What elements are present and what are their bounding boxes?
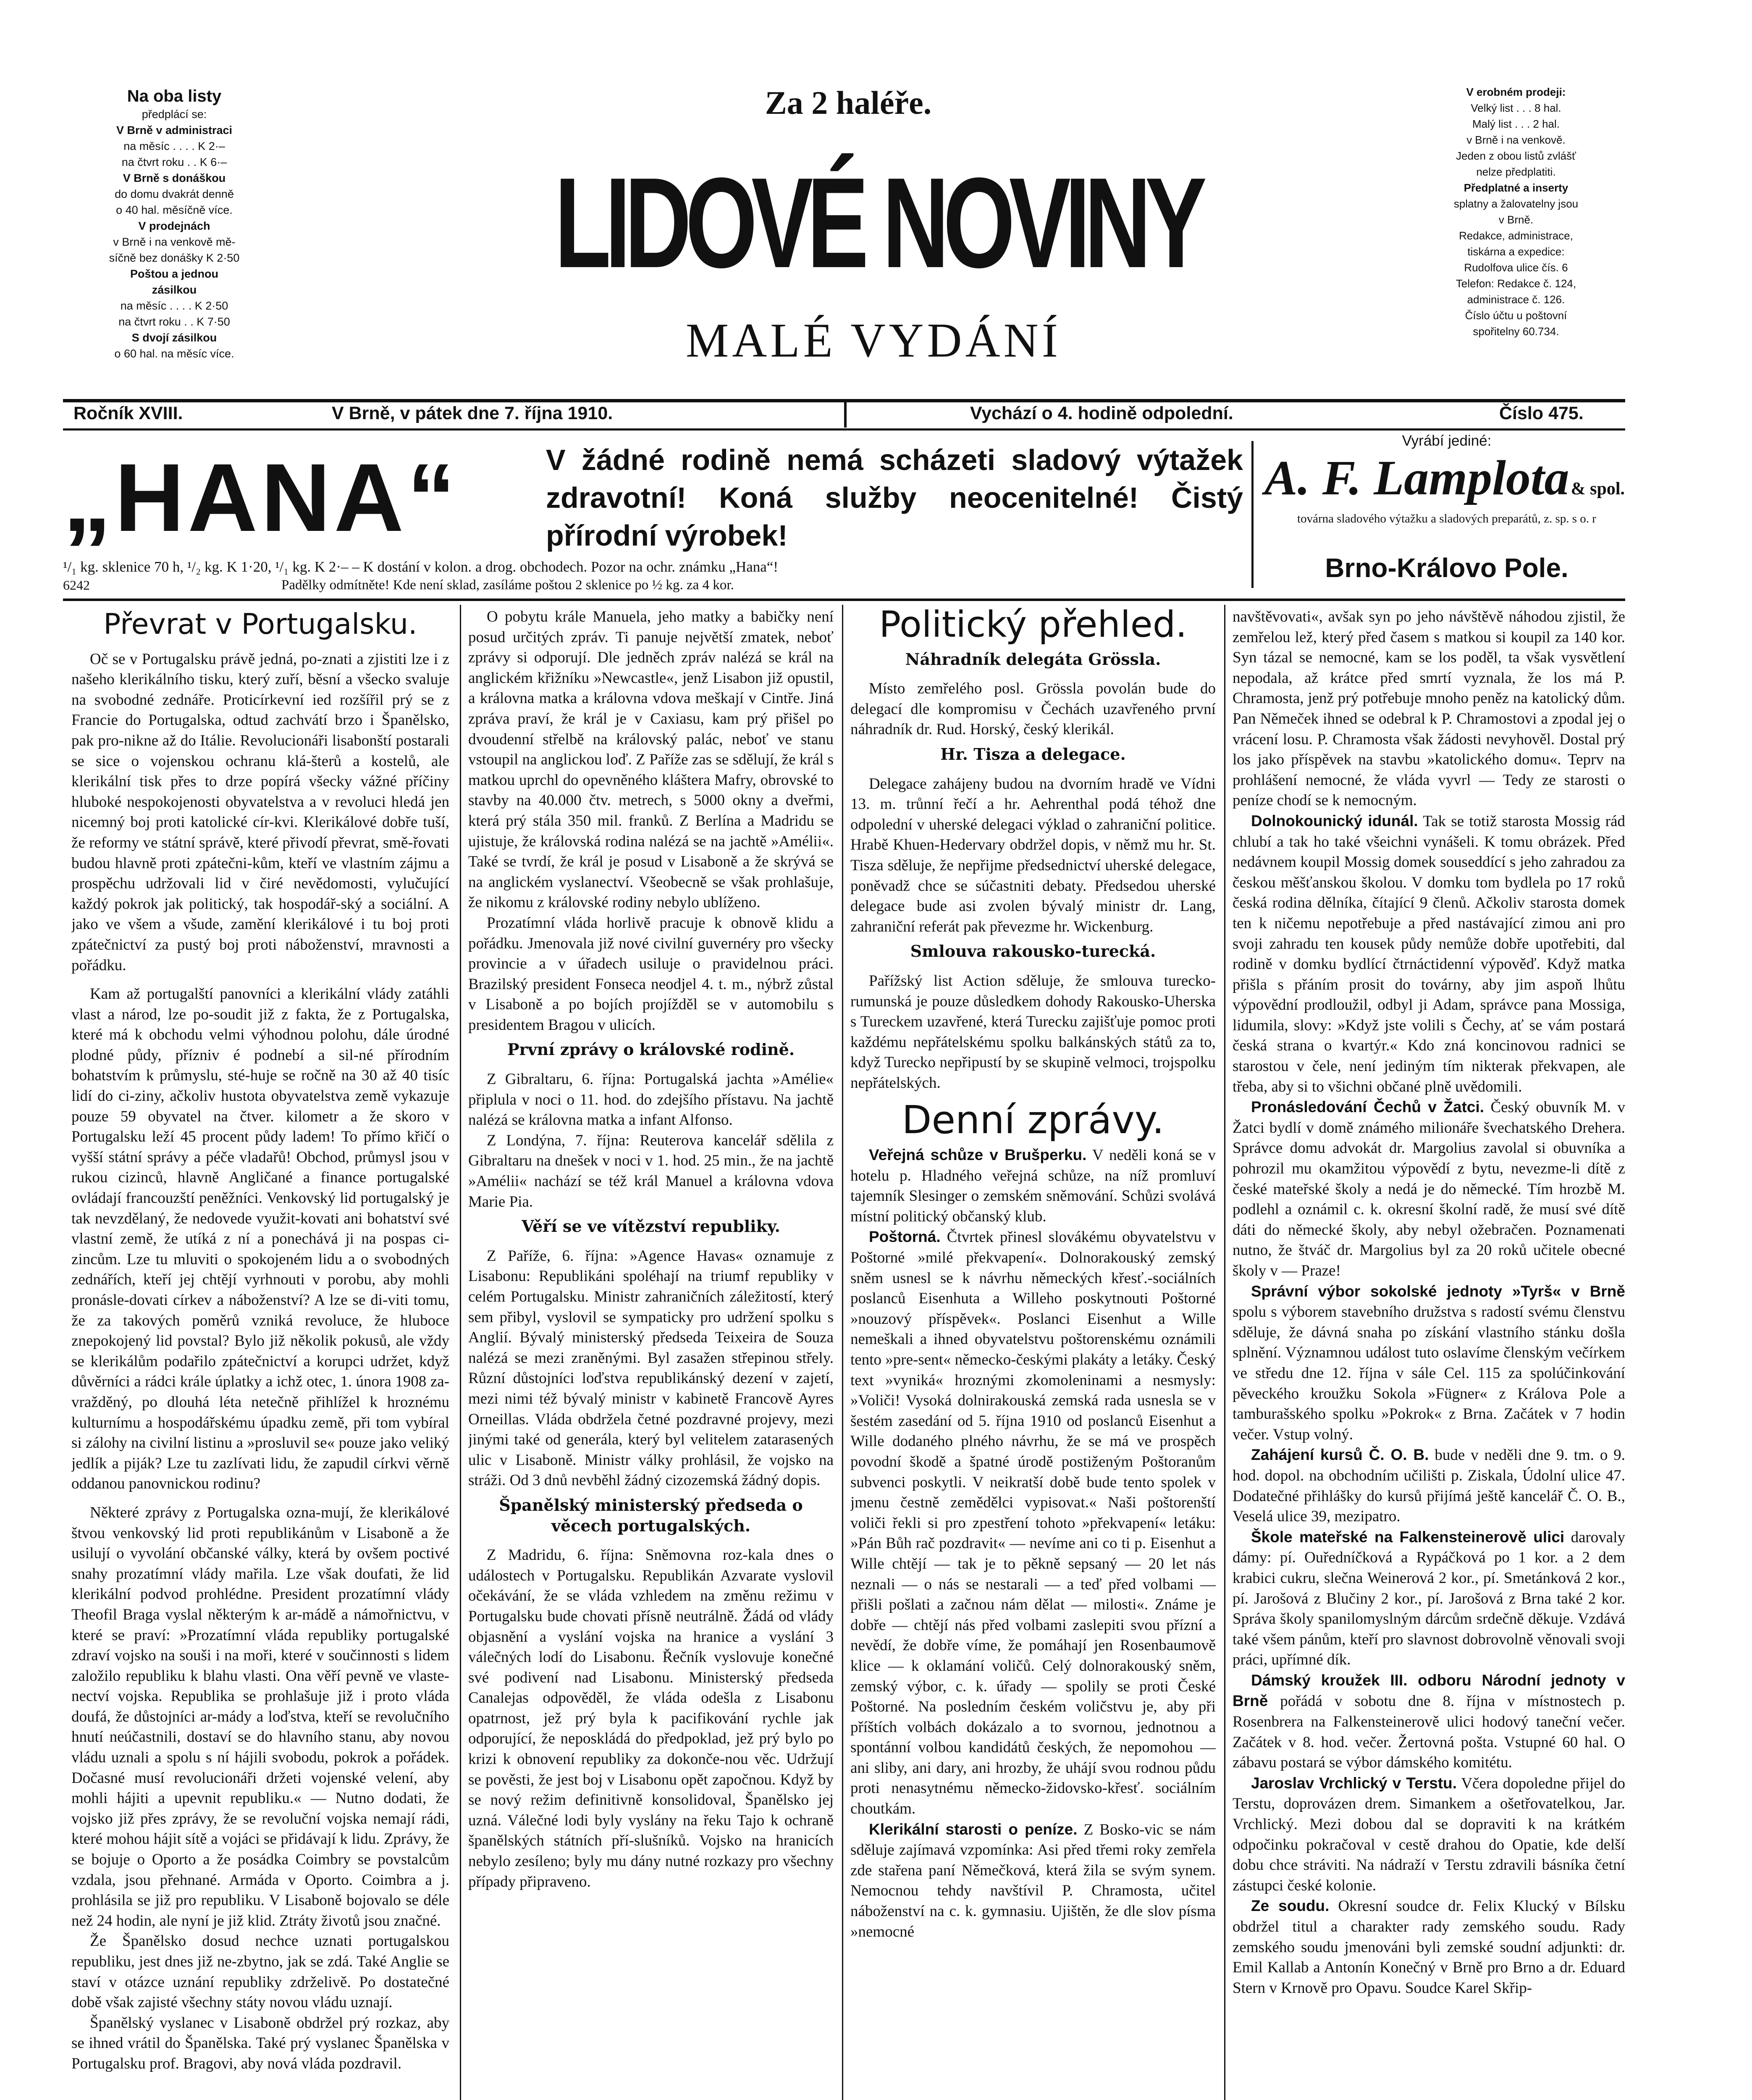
lead-in: Škole mateřské na Falkensteinerově ulici [1251,1528,1565,1546]
paragraph: Prozatímní vláda horlivě pracuje k obnově klidu a pořádku. Jmenovala již nové civilní guvernéry pro všecky provincie a v úřadech usiluje o pravidelnou práci. Brazilský president Fonseca neodjel 4. t. m., nýbrž zůstal v Lisaboně a po bojích projížděl se v automobilu s presidentem Bragou v ulicích. [468,914,834,1034]
masthead-info-line: na čtvrt roku . . K 7·50 [118,315,230,328]
masthead-info-line: v Brně. [1498,213,1534,226]
paragraph-text: pořádá v sobotu dne 8. října v místnostech p. Rosenbrera na Falkensteinerově ulici hodový taneční večer. Začátek v 8. hod. večer. Žertovná pošta. Vstupné 60 hal. O zábavu postará se výbor dámského komitétu. [1233,1693,1625,1772]
paragraph: Místo zemřelého posl. Grössla povolán bude do delegací dle kompromisu v Čechách uzavřeného první náhradník dr. Rud. Horský, český klerikál. [850,680,1216,738]
paragraph: Oč se v Portugalsku právě jedná, po-znati a zjistiti lze i z našeho klerikálního tisku, který zuří, běsní a všecko svaluje na svobodné zednáře. Proticírkevní ied rozšířil prý se z Francie do Portugalska, odtud zachvátí brzo i Španělsko, pak pro-nikne až do Itálie. Revolucionáři lisabonští postarali se sice o vojenskou ochranu klá-šterů a kostelů, ale klerikální tisk přes to drze popírá všecky vážné příčiny hluboké nespokojenosti obyvatelstva a v revoluci hledá jen nicemný boj proti katolické cír-kvi. Klerikálové dobře tuší, že reformy ve státní správě, které přivodí převrat, smě-řovati budou hlavně proti zpátečni-kům, kteří ve vlastním zájmu a prospěchu udržovali lid v čiré nevědomosti, vylučující každý pokrok jak politický, tak hospodář-ský a sociální. A jako ve všem a všude, zamění klerikálové i tu boj proti zpátečnictví za pustý boj proti náboženství, mravnosti a pořádku. [71,650,449,974]
paragraph-text: darovaly dámy: pí. Ouředníčková a Rypáčková po 1 kor. a 2 dem krabici cukru, slečna Weinerová 2 kor., pí. Smetánková 2 kor., pí. Jarošová z Blučiny 2 kor., pí. Jarošová z Brna také 2 kor. Správa školy spanilomyslným dárcům srdečně děkuje. Vzdává také všem pánům, kteří pro slavnost dobrovolně věnovali svoji práci, upřímné dík. [1233,1528,1625,1669]
ad-factory: továrna sladového výtažku a sladových preparátů, z. sp. s o. r [1297,512,1596,525]
ad-code: 6242 [63,578,90,593]
paragraph-text: Český obuvník M. v Žatci bydlí v domě známého milionáře švechatského Drehera. Správce domu advokát dr. Margolius zavolal si obuvníka a pohrozil mu okamžitou výpovědí z bytu, nevezme-li dítě z české mateřské školy a nedá je do německé. Tím hrozbě M. podlehl a oznámil c. k. okresní školní radě, že musí své dítě dáti do německé školy, aby nebyl ožebračen. Poznamenati nutno, že štváč dr. Margolius byl za 20 roků učitele obecné školy v — Praze! [1233,1099,1625,1279]
dateline-issue-time: Vychází o 4. hodině odpolední. [970,403,1233,423]
paragraph-text: Čtvrtek přinesl slovákému obyvatelstvu v Poštorné »milé překvapení«. Dolnorakouský zemský sněm usnesl se k návrhu německých křesť.-sociálních poslanců Eisenhuta a Willeho poskytnouti Poštorné »nouzový příspěvek«. Poslanci Eisenhut a Wille nemeškali a ihned obyvatelstvu poštorenskému oznámili tento »pre-sent« německo-českými plakáty a letáky. Český text »vyniká« hroznými zkomoleninami a nesmysly: »Voliči! Vysoká dolnirakouská zemská rada usnesla se v šestém zasedání od 5. října 1910 od poslanců Eisenhut a Wille dodaného plného návrhu, že se má ve prospěch povodní škodě a špatné úrodě postiženým Poštoranům subvenci poskytli. V neikratší době bude tento spolek v jmenu čestně zemědělci vypisovat.« Naši poštorenští voliči řekli si pro zpestření tohoto »překvapení« letáku: »Pán Bůh rač pozdravit« — nevíme ani co ti p. Eisenhut a Wille chtějí — tak je to pěkně sepsaný — 20 let nás neznali — o nás se nestarali — a teď před volbami — přišli pošlati a začnou nám dělat — milosti«. Známe je dobře — chtějí nás před volbami zaslepiti svou přízní a nevědí, že dobře víme, že pomáhají jen Rosenbaumově klice — k oklamání voličů. Celý dolnorakouský sněm, zemský výbor, c. k. úřady — spolily se proti České Poštorné. Na posledním českém voličstvu je, aby při příštích volbách dokázalo a to svornou, jednotnou a spontánní volbou kandidátů českých, že nepomohou — ani sliby, ani dary, ani hrozby, že uhájí svou rodnou půdu proti nenasytnému německo-židovsko-křesť. sociálním choutkám. [850,1228,1216,1818]
paragraph [1233,1097,1625,1281]
masthead-info-line: na měsíc . . . . K 2·– [123,140,225,152]
masthead-info-line: Telefon: Redakce č. 124, [1456,277,1576,290]
advertisement [63,433,1625,596]
paragraph-text: V neděli koná se v hotelu p. Hladného veřejná schůze, na níž promluví tajemník Slesinger o zemském sněmování. Schůzi svolává místní politický občanský klub. [850,1147,1216,1225]
column-2 [468,607,834,2100]
paragraph: navštěvovati«, avšak syn po jeho návštěvě náhodou zjistil, že zemřelou lež, který před časem s matkou si koupil za 140 kor. Syn tázal se nemocné, kam se los poděl, ta však vysvětlení nepodala, až krátce před smrtí vyznala, že los má P. Chramosta, jenž prý potřebuje mnoho peněz na katolický dům. Pan Němeček ihned se odebral k P. Chramostovi a zpodal jej o vrácení losu. P. Chramosta však žádosti nevyhověl. Dostal prý los jako příspěvek na stavbu »katolického domu«. Teprv na prohlášení nemocné, že vláda vyvrl — Tedy ze starosti o peníze chodí se k nemocným. [1233,608,1625,809]
masthead-info-line: zásilkou [152,284,197,296]
subheading: Španělský ministerský předseda o věcech portugalských. [499,1495,803,1535]
subheading: Hr. Tisza a delegace. [940,744,1126,764]
article-heading-revolution: Převrat v Portugalsku. [103,608,417,641]
masthead-info-line: do domu dvakrát denně [115,188,234,200]
masthead-title: LIDOVÉ NOVINY [554,151,1201,294]
masthead-left-box [63,86,286,388]
paragraph [1233,1670,1625,1773]
masthead-info-line: Na oba listy [127,87,222,105]
ad-producer-label: Vyrábí jediné: [1402,433,1492,449]
paragraph [850,1227,1216,1819]
paragraph: Pařížský list Action sděluje, že smlouva turecko-rumunská je pouze důsledkem dohody Rakousko-Uherska s Tureckem uzavřené, která Turecku zajišťuje pomoc proti každému nepřátelskému spolku balkánských států za to, když Turecko nepřipustí by se skupině velmoci, trojspolku nepřátelských. [850,972,1216,1092]
masthead-info-line: administrace č. 126. [1467,293,1565,306]
lead-in: Pronásledování Čechů v Žatci. [1251,1098,1484,1116]
masthead-info-line: Redakce, administrace, [1459,229,1573,242]
masthead-info-line: V prodejnách [138,220,210,232]
paragraph-text: bude v neděli dne 9. tm. o 9. hod. dopol. na obchodním učilišti p. Ziskala, Údolní ulice 47. Dodatečné přihlášky do kursů přijímá ještě kancelář Č. O. B., Veselá ulice 39, mezipatro. [1233,1446,1625,1525]
masthead-info-line: Poštou a jednou [130,268,218,280]
subheading: Náhradník delegáta Grössla. [905,649,1161,669]
paragraph: Z Paříže, 6. října: »Agence Havas« oznamuje z Lisabonu: Republikáni spoléhají na triumf republiky v celém Portugalsku. Ministr zahraničních záležitostí, který sem přibyl, vyslovil se sympaticky pro udržení spolku s Anglií. Bývalý ministerský předseda Teixeira de Souza nalézá se mezi zraněnými. Byl zasažen střepinou střely. Různí důstojníci loďstva republikánský dezení v zajetí, mezi nimi též bývalý ministr v kabinetě Francově Ayres Orneillas. Vláda obdržela četné pozdravné projevy, mezi jinými také od generála, který byl velitelem zatarasených ulic v Lisaboně. Ministr války prohlásil, že vojsko na stráži. Od 3 dnů nevběhl žádný cizozemská žádný dopis. [468,1247,834,1489]
paragraph-text: spolu s výborem stavebního družstva s radostí svému členstvu sděluje, že dávná snaha po získání vlastního stánku došla splnění. Významnou událost tuto oslavíme členským večírkem ve středu dne 12. října v sále Cel. 115 za spolúčinkování pěveckého kroužku Sokola »Fügner« z Králova Pole a tamburašského spolku »Pokrok« z Brna. Začátek v 7 hodin večer. Vstup volný. [1233,1303,1625,1443]
paragraph: Z Londýna, 7. října: Reuterova kancelář sdělila z Gibraltaru na dnešek v noci v 1. hod. 25 min., že na jachtě »Amélii« nachází se též král Manuel a královna vdova Marie Pia. [468,1131,834,1210]
masthead-info-line: Malý list . . . 2 hal. [1472,118,1560,130]
paragraph [1233,1896,1625,1998]
lead-in: Poštorná. [869,1228,941,1246]
subheading: První zprávy o královské rodině. [507,1040,795,1059]
dateline-divider [844,402,847,428]
masthead-info-line: na měsíc . . . . K 2·50 [120,299,228,312]
section-heading-political: Politický přehled. [879,607,1187,646]
lead-in: Veřejná schůze v Brušperku. [869,1146,1087,1164]
paragraph [850,1145,1216,1227]
column-4 [1233,607,1625,2100]
dateline-rule-top [63,399,1625,402]
masthead-info-line: v Brně i na venkově. [1466,134,1566,146]
ad-producer: A. F. Lamplota [1264,450,1569,505]
masthead-info-line: Jeden z obou listů zvlášť [1456,150,1576,162]
paragraph [1233,1773,1625,1896]
masthead-info-line: Předplatné a inserty [1463,181,1568,194]
subheading: Smlouva rakousko-turecká. [910,942,1156,961]
masthead-info-line: tiskárna a expedice: [1467,245,1565,258]
price: Za 2 haléře. [765,84,932,121]
paragraph: Z Gibraltaru, 6. října: Portugalská jachta »Amélie« připlula v noci o 11. hod. do zdejšího přístavu. Na jachtě nalézá se královna matka a infant Alfonso. [468,1071,834,1129]
ad-headline: V žádné rodině nemá scházeti sladový výtažek zdravotní! Koná služby neocenitelné! Čistý přírodní výrobek! [546,444,1243,552]
paragraph: Že Španělsko dosud nechce uznati portugalskou republiku, jest dnes již ne-zbytno, jak se zdá. Také Anglie se staví v otázce uznání republiky zdrželivě. Po dostatečné době však zajisté všechny státy novou vládu uznají. [71,1932,449,2011]
column-divider-3 [1224,605,1225,2100]
paragraph [1233,1527,1625,1670]
column-1 [71,607,449,2100]
masthead-info-line: na čtvrt roku . . K 6·– [121,156,227,168]
paragraph [1233,1445,1625,1527]
masthead-subtitle: MALÉ VYDÁNÍ [685,314,1061,367]
masthead-right-box [1386,84,1646,412]
paragraph: Delegace zahájeny budou na dvorním hradě ve Vídni 13. m. trůnní řečí a hr. Aehrenthal podá téhož dne odpolední v uherské delegaci výklad o zahraniční politice. Hrabě Khuen-Hedervary obdržel dopis, v němž mu hr. St. Tisza sděluje, že nepřijme předsednictví uherské delegace, poněvadž chce se súčastniti debaty. Předsedou uherské delegace bude asi zvolen bývalý ministr dr. Lang, zahraniční referát pak převezme hr. Wickenburg. [850,775,1216,935]
dateline-rule-bottom [63,428,1625,430]
paragraph-text: Tak se totiž starosta Mossig rád chlubí a tak ho také všeichni vynášeli. K tomu obrázek. Před nedávnem koupil Mossig domek souseddící s jeho zahradou za českou měšťanskou školou. V domku tom bydlela po 17 roků česká rodina dělníka, čítající 9 členů. Ačkoliv starosta domek ten k ničemu nepotřebuje a před nastávající zimou ani pro svoji zahradu ten kousek půdy nemůže dobře upotřebiti, dal rodině v domku bydlící čtrnáctidenní výpověď. Když matka přišla s přáním prosit do továrny, aby jim aspoň lhůtu výpovědní prodloužil, odbyl ji Adam, správce pana Mossiga, lidumila, slovy: »Když jste volili s Čechy, ať se vám postará česká strana o kvartýr.« Kdo zná koncinovou radnici se starostou v čele, není jediným tím nikterak překvapen, ale třeba, aby si to všichni občané plně uvědomili. [1233,812,1625,1095]
masthead-info-line: Číslo účtu u poštovní [1465,309,1567,322]
paragraph: Španělský vyslanec v Lisaboně obdržel prý rozkaz, aby se ihned vrátil do Španělska. Také prý vyslanec Španělska v Portugalsku prof. Bragovi, aby nová vláda pozdravil. [71,2014,449,2072]
column-3 [850,607,1216,2100]
masthead-info-line: V Brně v administraci [116,124,233,136]
paragraph: Z Madridu, 6. října: Sněmovna roz-kala dnes o událostech v Portugalsku. Republikán Azvarate vyslovil očekávání, že se vláda vzhledem na změnu režimu v Portugalsku bude chovati přísně neutrálně. Žádá od vlády objasnění a vyslání vojska na hranice a vyslání 3 válečných lodí do Lisabonu. Řečník vyslovuje konečné své podivení nad Lisabonu. Ministerský předseda Canalejas odpověděl, že vláda odešla z Lisabonu opatrnost, jež prý byla k pacifikování rychle jak odporující, že neposkládá do předpoklad, jež prý bylo po krizi k obnovení republiky za dokonče-nou věc. Udržují se pověsti, že jest boj v Lisabonu opět započnou. Když by se nový režim definitivně konsolidoval, Španělsko jej uzná. Válečné lodi byly vyslány na řeku Tajo k ochraně španělských státních pří-slušníků. Vojsko na hranicích nebylo zesíleno; byly mu dány nutné rozkazy pro všechny případy připraveno. [468,1546,834,1890]
lead-in: Zahájení kursů Č. O. B. [1251,1446,1429,1464]
ad-brand: „HANA“ [63,444,459,551]
masthead-info-line: Rudolfova ulice čís. 6 [1464,261,1568,274]
ad-divider [1251,441,1254,588]
lead-in: Dolnokounický idunál. [1251,812,1418,830]
masthead-info-line: o 60 hal. na měsíc více. [114,347,234,360]
dateline-volume: Ročník XVIII. [73,403,183,423]
paragraph-text: Včera dopoledne přijel do Terstu, doprovázen drem. Simankem a ošetřovatelkou, Jar. Vrchlický. Mezi dobou dal se dopraviti k na krátkém odpočinku pokračoval v cestě drahou do Opatie, kde delší dobu chce stráviti. Na nádraží v Terstu zdravili básníka četní zástupci české kolonie. [1233,1774,1625,1894]
ad-producer-logo [1260,449,1629,508]
ad-producer-suffix: & spol. [1571,479,1625,499]
ad-rule-bottom [63,598,1625,601]
masthead-info-line: spořitelny 60.734. [1473,325,1559,338]
column-divider-1 [460,605,461,2100]
masthead-info-line: V Brně s donáškou [123,172,226,184]
dateline-number: Číslo 475. [1499,403,1584,423]
paragraph-text: Okresní soudce dr. Felix Klucký v Bílsku obdržel titul a charakter rady zemského soudu. Rady zemského soudu jmenováni byli zemské soudní adjunkti: dr. Emil Kallab a Antonín Konečný v Brně pro Brno a dr. Eduard Stern v Krnově pro Opavu. Soudce Karel Skřip- [1233,1898,1625,1997]
paragraph: Kam až portugalští panovníci a klerikální vlády zatáhli vlast a národ, lze po-soudit již z fakta, že z Portugalska, které má k obchodu velmi výhodnou polohu, dále úrodné plodné půdy, přízniv é podnebí a sil-né přírodním bohatstvím k průmyslu, sté-huje se ročně na 30 až 40 tisíc lidí do ci-ziny, ačkoliv hustota obyvatelstva země vykazuje pouze 59 obyvatel na čtver. kilometr a že skoro v Portugalsku leží 45 procent půdy ladem! To přímo křičí o vyšší státní správy a péče vladařů! Obchod, průmysl jsou v rukou cizinců, hlavně Angličané a finance portugalské ovládají francouzští peněžníci. Venkovský lid portugalský je tak nevzdělaný, že nedovede využit-kovati ani bohatství své vlastní země, že utíká z ní a ponechává ji na pospas ci-zincům. Lze tu mluviti o spokojeném lidu a o svobodných zednářích, kteří jej chtějí vyrhnouti v porobu, aby mohli pronásle-dovati církev a náboženství? A lze se di-viti tomu, že za takových poměrů vzniká revoluce, že hluboce znepokojený lid povstal? Bylo již několik pokusů, ale vždy se klerikálům podařilo zpátečnictví a korupci udržet, když důvěrníci a rádci krále úplatky a ichž otec, 1. února 1908 za-vražděný, po dlouhá léta netečně přihlížel k hroznému kulturnímu a hospodářskému úpadku země, při tom vybíral si zálohy na civilní listinu a »prosluvil se« pouze jako veliký jedlík a piják? Lze tu zazlívati lidu, že zapudil církvi věrně oddanou panovnickou rodinu? [71,985,449,1493]
masthead-info-line: v Brně i na venkově mě- [113,236,236,248]
lead-in: Klerikální starosti o peníze. [869,1820,1078,1838]
paragraph [850,1819,1216,1942]
masthead-info-line: o 40 hal. měsíčně více. [116,204,233,216]
lead-in: Správní výbor sokolské jednoty »Tyrš« v Brně [1251,1282,1625,1300]
paragraph [1233,811,1625,1097]
subheading: Věří se ve vítězství republiky. [522,1217,780,1236]
masthead-info-line: předplácí se: [142,108,207,121]
masthead-info-line: splatny a žalovatelny jsou [1453,197,1579,210]
masthead-info-line: Velký list . . . 8 hal. [1471,102,1561,114]
lead-in: Jaroslav Vrchlický v Terstu. [1251,1774,1457,1792]
column-divider-2 [842,605,843,2100]
ad-prices: ¹/₁ kg. sklenice 70 h, ¹/₂ kg. K 1·20, ¹/₁ kg. K 2·– – K dostání v kolon. a drog. obchodech. Pozor na ochr. známku „Hana“! [63,559,779,575]
masthead-info-line: síčně bez donášky K 2·50 [109,252,240,264]
ad-note: Padělky odmítněte! Kde není sklad, zasíláme poštou 2 sklenice po ½ kg. za 4 kor. [281,578,734,593]
dateline-date: V Brně, v pátek dne 7. října 1910. [332,403,613,423]
paragraph [1233,1281,1625,1445]
masthead-info-line: nelze předplatiti. [1476,165,1556,178]
section-heading-daily-news: Denní zprávy. [902,1097,1165,1143]
masthead-info-line: S dvojí zásilkou [131,331,217,344]
paragraph: O pobytu krále Manuela, jeho matky a babičky není posud určitých zpráv. Ti panuje největší zmatek, neboť zprávy si odporují. Dle jedněch zpráv nalézá se král na anglickém křižníku »Newcastle«, jenž Lisabon již opustil, a královna matka a královna vdova meškají v Cintře. Jiná zpráva praví, že král je v Caxiasu, kam prý přišel po dvoudenní střelbě na královský palác, neboť ve stanu vstoupil na anglickou loď. Z Paříže zas se sdělují, že král s matkou uprchl do opevněného kláštera Mafry, obrovské to stavby na 40.000 čtv. metrech, s 5000 okny a dveřmi, která prý stála 350 mil. franků. Z Berlína a Madridu se ujistuje, že královská rodina nalézá se na jachtě »Amélii«. Také se tvrdí, že král je posud v Lisaboně a že skrývá se na anglickém vyslanectví. Všeobecně se však prohlašuje, že nikomu z královské rodiny nebylo ublíženo. [468,608,834,911]
lead-in: Ze soudu. [1251,1897,1330,1915]
ad-city: Brno-Královo Pole. [1325,553,1568,583]
masthead-info-line: V erobném prodeji: [1466,86,1566,98]
paragraph: Některé zprávy z Portugalska ozna-mují, že klerikálové štvou venkovský lid proti republikánům v Lisaboně a že usilují o vyvolání občanské války, která by ovšem poctivé snahy prozatímní vlády mařila. Lze však doufati, že lid klerikální podvod prohlédne. President prozatímní vlády Theofil Braga vyslal některým k ar-mádě a námořnictvu, v které se praví: »Prozatímní vláda republiky portugalské zdraví vojsko na souši i na moři, které v součinnosti s lidem založilo republiku k blahu vlasti. Ona věří pevně ve vlaste-nectví vojska. Republika se prohlašuje již i proto vláda doufá, že důstojníci ar-mády a loďstva, kteří se revolučního hnutí neúčastnili, dostaví se do hlavního stanu, aby novou vládu uznali a spolu s ní hájili svobodu, pokrok a pořádek. Dočasné musí revolucionáři držeti vojenské velení, aby mohli hájiti a upevnit republiku.« — Nutno dodati, že vojsko již přes zprávy, že se revoluční vojska nemají rádi, které mohou hájit sítě a vojáci se přidávají k lidu. Zprávy, že se bojuje o Oporto a že posádka Coimbry se povstalcům vzdala, jsou přehnané. Armáda v Oporto. Coimbra a j. prohlásila se již pro republiku. V Lisaboně bojovalo se déle než 24 hodin, ale nyní je již klid. Ztráty životů jsou značné. [71,1504,449,1929]
paragraph-text: Z Bosko-vic se nám sděluje zajímavá vzpomínka: Asi před třemi roky zemřela zde stařena paní Němečková, která žila se svým synem. Nemocnou tehdy navštívil P. Chramosta, učitel náboženství na c. k. gymnasiu. Ujištěn, že dle slov písma »nemocné [850,1821,1216,1940]
lead-in: Dámský kroužek III. odboru Národní jednoty v Brně [1233,1671,1625,1710]
